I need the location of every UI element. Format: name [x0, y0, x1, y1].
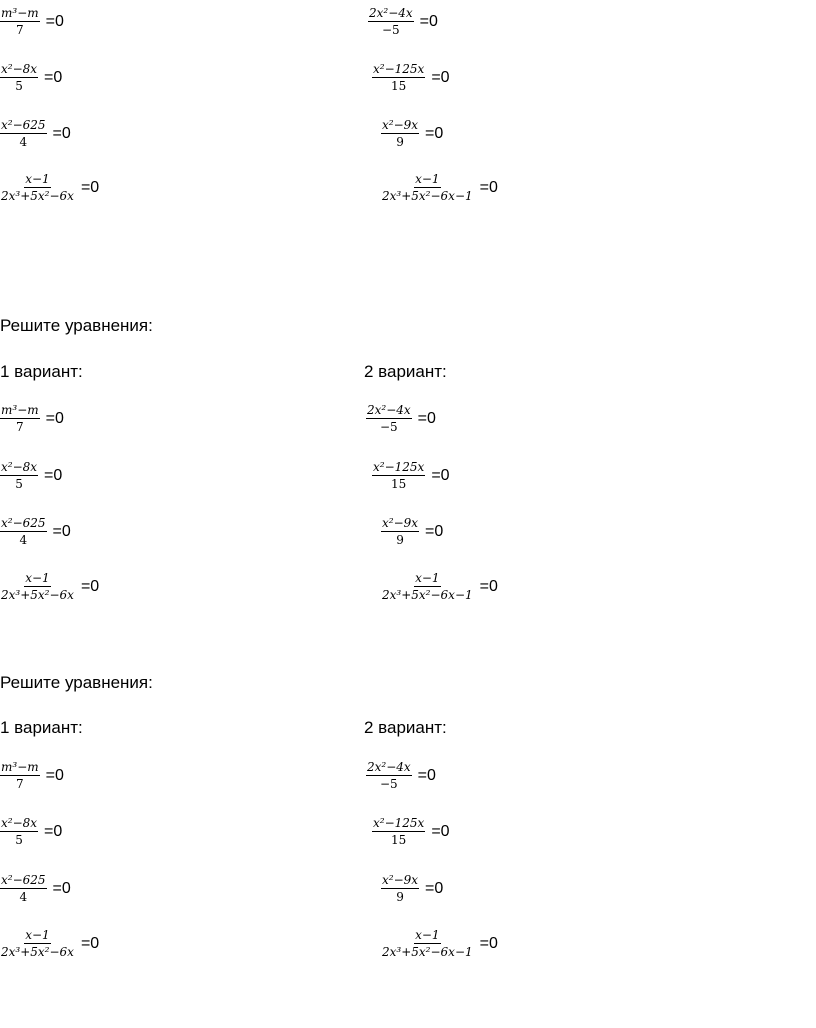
equation	[0, 571, 99, 602]
denominator: 9	[396, 890, 404, 904]
equation	[0, 516, 71, 547]
variant-1-label: 1 вариант:	[0, 362, 83, 381]
numerator: x²−125x	[373, 62, 425, 76]
equation	[0, 460, 62, 491]
equals-zero: =0	[52, 124, 71, 142]
denominator: 4	[19, 533, 28, 547]
denominator: 2x³+5x²−6x−1	[382, 945, 473, 959]
denominator: 9	[396, 533, 404, 547]
equals-zero: =0	[431, 822, 450, 840]
denominator: 2x³+5x²−6x	[1, 189, 74, 203]
denominator: 5	[15, 79, 23, 93]
equals-zero: =0	[52, 879, 71, 897]
denominator: 5	[15, 833, 23, 847]
numerator: x−1	[415, 172, 440, 186]
variant-2-label: 2 вариант:	[364, 362, 447, 381]
equation	[381, 516, 443, 547]
equation	[366, 760, 436, 791]
section-title: Решите уравнения:	[0, 673, 153, 692]
equals-zero: =0	[431, 68, 450, 86]
equals-zero: =0	[425, 522, 444, 540]
equation	[381, 571, 498, 602]
numerator: x²−9x	[382, 873, 419, 887]
denominator: 2x³+5x²−6x−1	[382, 189, 473, 203]
denominator: 4	[19, 890, 28, 904]
equation	[0, 816, 62, 847]
numerator: x²−625	[1, 873, 46, 887]
denominator: 2x³+5x²−6x	[1, 945, 74, 959]
equals-zero: =0	[44, 68, 63, 86]
denominator: 2x³+5x²−6x−1	[382, 588, 473, 602]
equals-zero: =0	[425, 879, 444, 897]
equals-zero: =0	[52, 522, 71, 540]
equation	[0, 873, 71, 904]
numerator: m³−m	[1, 403, 39, 417]
denominator: −5	[379, 777, 398, 791]
numerator: x²−8x	[1, 816, 38, 830]
denominator: −5	[381, 23, 400, 37]
equals-zero: =0	[417, 409, 436, 427]
equals-zero: =0	[80, 934, 100, 952]
numerator: x−1	[25, 928, 50, 942]
equals-zero: =0	[80, 178, 100, 196]
denominator: 2x³+5x²−6x	[1, 588, 74, 602]
denominator: 7	[15, 777, 24, 791]
variant-2-label: 2 вариант:	[364, 718, 447, 737]
numerator: m³−m	[1, 760, 39, 774]
numerator: x−1	[415, 571, 440, 585]
equals-zero: =0	[479, 178, 498, 196]
equals-zero: =0	[45, 766, 64, 784]
equation	[381, 873, 443, 904]
equals-zero: =0	[431, 466, 450, 484]
equation	[381, 928, 498, 959]
equals-zero: =0	[45, 409, 64, 427]
equals-zero: =0	[44, 466, 63, 484]
numerator: x²−8x	[1, 460, 38, 474]
numerator: 2x²−4x	[367, 760, 411, 774]
equation	[366, 403, 436, 434]
numerator: x²−125x	[373, 816, 425, 830]
equals-zero: =0	[479, 577, 498, 595]
denominator: 15	[391, 477, 407, 491]
equation	[381, 172, 498, 203]
denominator: 4	[19, 135, 28, 149]
equals-zero: =0	[419, 12, 438, 30]
denominator: 7	[15, 420, 24, 434]
numerator: m³−m	[1, 6, 39, 20]
equation	[372, 460, 450, 491]
equation	[372, 816, 450, 847]
equation	[0, 62, 62, 93]
equation	[0, 172, 99, 203]
denominator: −5	[379, 420, 398, 434]
denominator: 15	[391, 833, 407, 847]
equation	[0, 403, 64, 434]
numerator: x²−9x	[382, 118, 419, 132]
numerator: 2x²−4x	[367, 403, 411, 417]
variant-1-label: 1 вариант:	[0, 718, 83, 737]
denominator: 7	[15, 23, 24, 37]
numerator: x²−8x	[1, 62, 38, 76]
numerator: x−1	[415, 928, 440, 942]
equals-zero: =0	[479, 934, 498, 952]
numerator: x²−125x	[373, 460, 425, 474]
equation	[0, 118, 71, 149]
denominator: 5	[15, 477, 23, 491]
numerator: x²−625	[1, 516, 46, 530]
equation	[0, 928, 99, 959]
equals-zero: =0	[45, 12, 64, 30]
equals-zero: =0	[417, 766, 436, 784]
equals-zero: =0	[425, 124, 444, 142]
numerator: x²−9x	[382, 516, 419, 530]
equals-zero: =0	[44, 822, 63, 840]
numerator: x−1	[25, 571, 50, 585]
denominator: 9	[396, 135, 404, 149]
equation	[368, 6, 438, 37]
numerator: x²−625	[1, 118, 46, 132]
section-title: Решите уравнения:	[0, 316, 153, 335]
numerator: 2x²−4x	[369, 6, 413, 20]
denominator: 15	[391, 79, 407, 93]
equation	[372, 62, 450, 93]
equals-zero: =0	[80, 577, 100, 595]
numerator: x−1	[25, 172, 50, 186]
equation	[381, 118, 443, 149]
equation	[0, 760, 64, 791]
equation	[0, 6, 64, 37]
